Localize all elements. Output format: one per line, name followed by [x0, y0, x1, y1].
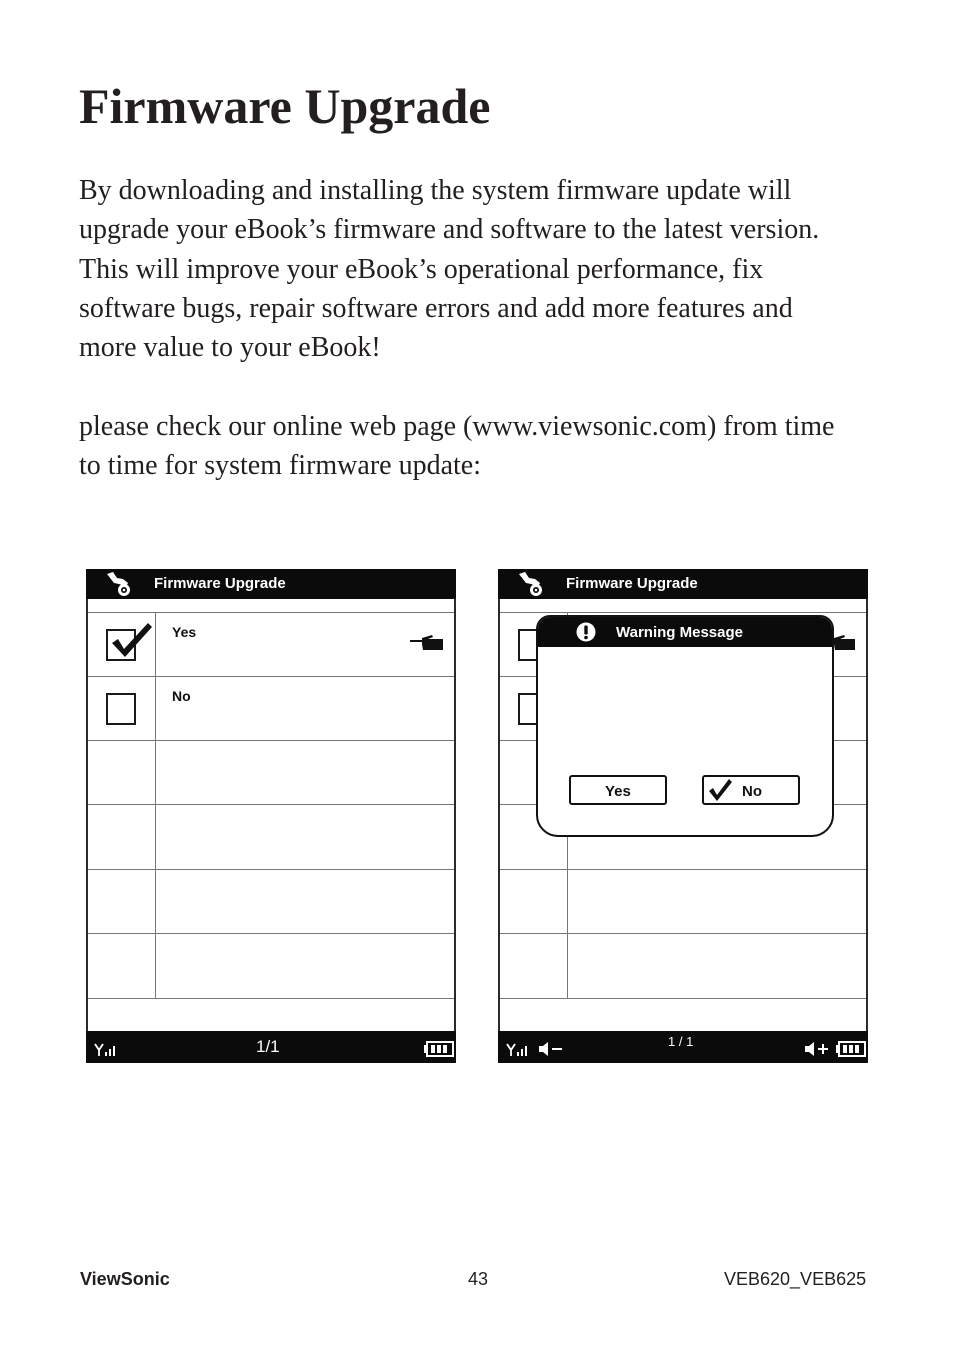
check-paragraph — [79, 407, 889, 486]
dialog-no-label: No — [742, 783, 762, 800]
row-divider — [88, 740, 454, 741]
row-divider — [500, 998, 866, 999]
row-divider — [88, 804, 454, 805]
intro-line: By downloading and installing the system firmware update will — [79, 175, 792, 206]
volume-down-icon[interactable] — [538, 1040, 564, 1058]
page-indicator: 1 / 1 — [668, 1034, 694, 1049]
row-divider — [500, 612, 866, 613]
intro-line: software bugs, repair software errors and add more features and — [79, 292, 793, 324]
dialog-yes-label: Yes — [605, 783, 631, 800]
intro-paragraph — [79, 171, 889, 367]
hand-eye-logo-icon — [516, 571, 548, 598]
screen-title: Firmware Upgrade — [154, 575, 286, 592]
intro-line: This will improve your eBook’s operational performance, fix — [79, 253, 764, 285]
row-divider — [500, 933, 866, 934]
column-divider — [155, 612, 156, 998]
page-indicator: 1/1 — [256, 1037, 280, 1056]
page-title: Firmware Upgrade — [79, 78, 491, 134]
battery-icon — [836, 1041, 866, 1057]
row-divider — [88, 676, 454, 677]
row-divider — [88, 612, 454, 613]
pointing-hand-icon — [410, 635, 444, 651]
screen-title-bar — [498, 569, 868, 599]
status-bar — [86, 1031, 456, 1063]
footer-page-number: 43 — [468, 1269, 489, 1289]
checkmark-icon — [707, 778, 733, 802]
dialog-header — [538, 617, 832, 647]
screen-title: Firmware Upgrade — [566, 575, 698, 592]
intro-line: upgrade your eBook’s firmware and software to the latest version. — [79, 214, 820, 246]
no-checkbox[interactable] — [106, 693, 136, 725]
status-bar — [498, 1031, 868, 1063]
footer-model: VEB620_VEB625 — [724, 1269, 867, 1289]
check-line: to time for system firmware update: — [79, 450, 481, 482]
warning-dialog — [536, 615, 834, 837]
firmware-upgrade-screen — [86, 569, 456, 1063]
firmware-upgrade-warning-screen — [498, 569, 868, 1063]
hand-eye-logo-icon — [104, 571, 136, 598]
volume-up-icon[interactable] — [804, 1040, 830, 1058]
row-divider — [88, 933, 454, 934]
row-divider — [88, 998, 454, 999]
intro-line: more value to your eBook! — [79, 332, 381, 364]
checkmark-icon — [108, 621, 156, 661]
screen-title-bar — [86, 569, 456, 599]
dialog-no-button[interactable] — [702, 775, 800, 805]
option-yes-label[interactable]: Yes — [172, 624, 197, 640]
row-divider — [500, 869, 866, 870]
check-line: please check our online web page (www.viewsonic.com) from time — [79, 411, 835, 442]
dialog-title: Warning Message — [616, 624, 743, 641]
signal-icon — [506, 1041, 530, 1057]
footer-brand: ViewSonic — [80, 1269, 170, 1289]
battery-icon — [424, 1041, 454, 1057]
row-divider — [88, 869, 454, 870]
signal-icon — [94, 1041, 118, 1057]
option-no-label[interactable]: No — [172, 688, 191, 704]
warning-icon — [576, 622, 596, 642]
dialog-yes-button[interactable] — [569, 775, 667, 805]
